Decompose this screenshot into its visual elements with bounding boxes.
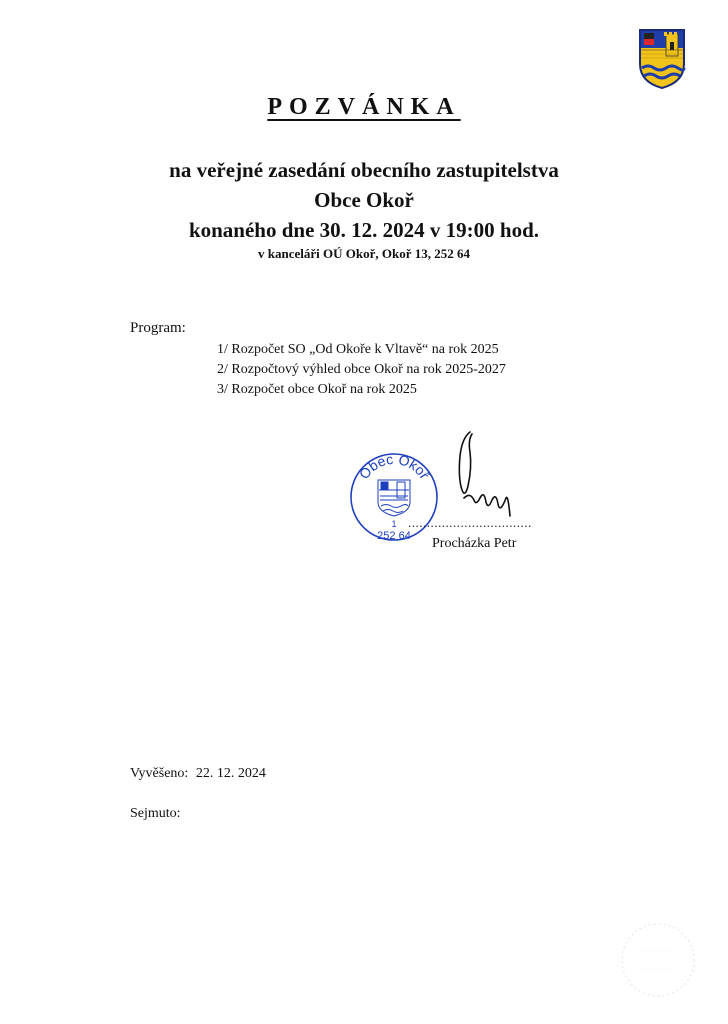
okor-coat-of-arms-icon [638, 28, 686, 90]
program-list [217, 340, 506, 400]
faint-stamp-mark [618, 920, 698, 1000]
program-label: Program: [130, 320, 186, 336]
svg-text:Obec Okoř [356, 451, 433, 482]
meeting-date: konaného dne 30. 12. 2024 v 19:00 hod. [188, 218, 540, 242]
handwritten-signature [440, 428, 530, 524]
subtitle-line-2: Obce Okoř [314, 188, 414, 212]
posted-row [130, 766, 266, 782]
program-item: 1/ Rozpočet SO „Od Okoře k Vltavě“ na rok 2025 [217, 342, 499, 357]
stamp-number: 1 [391, 519, 397, 529]
meeting-location: v kanceláři OÚ Okoř, Okoř 13, 252 64 [258, 246, 470, 261]
subtitle-line-1: na veřejné zasedání obecního zastupitelstva [169, 158, 559, 182]
signature-line: ................................. [408, 515, 532, 530]
signer-name: Procházka Petr [432, 536, 517, 551]
removed-label: Sejmuto: [130, 806, 181, 821]
program-item: 2/ Rozpočtový výhled obce Okoř na rok 2025-2027 [217, 362, 506, 377]
stamp-top-text: Obec Okoř [355, 450, 433, 482]
program-item: 3/ Rozpočet obce Okoř na rok 2025 [217, 382, 417, 397]
stamp-zip: 252 64 [377, 530, 411, 542]
posted-label: Vyvěšeno: [130, 766, 189, 781]
document-title: POZVÁNKA [267, 94, 461, 120]
stamp-crest-icon [378, 480, 410, 516]
posted-date: 22. 12. 2024 [195, 766, 266, 781]
